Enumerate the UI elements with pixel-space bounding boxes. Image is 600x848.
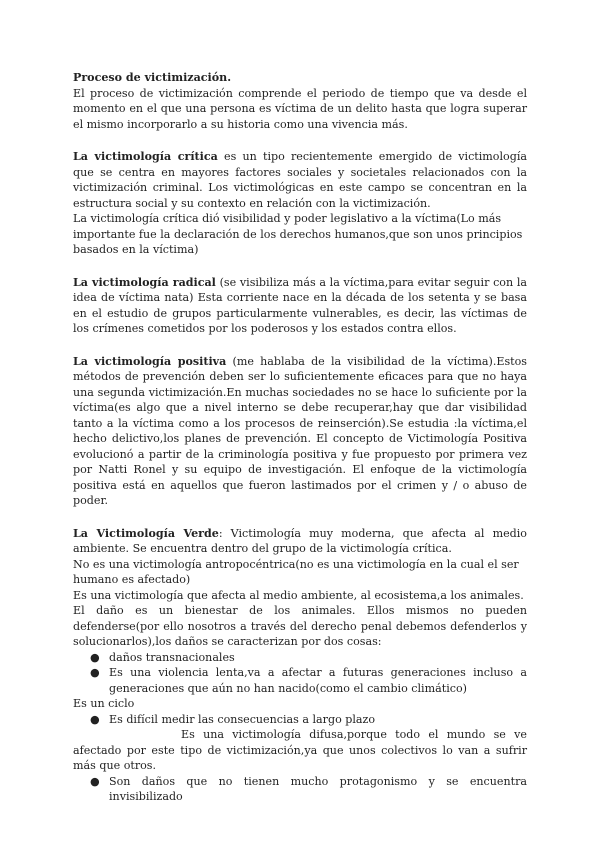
list-item-text: Son daños que no tienen mucho protagonismo y se encuentra invisibilizado — [109, 774, 527, 803]
radical-paragraph — [73, 275, 527, 337]
list-item — [73, 650, 527, 666]
radical-text: (se visibiliza más a la víctima,para evitar seguir con la idea de víctima nata) Esta corriente nace en la década de los setenta y se basa en el estudio de grupos particularmente vulnerables, es decir, las víctimas de los crímenes cometidos por los poderosos y los estados contra ellos. — [73, 275, 527, 335]
difusa-paragraph — [73, 727, 527, 774]
ciclo-line: Es un ciclo — [73, 697, 135, 710]
bullet-icon: ● — [90, 774, 100, 788]
bullet-list-3 — [73, 774, 527, 805]
list-item — [73, 712, 527, 728]
spacer — [73, 509, 527, 526]
critica-text: es un tipo recientemente emergido de victimología que se centra en mayores factores sociales y societales relacionados con la victimización criminal. Los victimológicas en este campo se concentran en la estructura social y su contexto en relación con la victimización. — [73, 150, 527, 210]
positiva-paragraph — [73, 354, 527, 509]
verde-line-3: Es una victimología que afecta al medio ambiente, al ecosistema,a los animales. — [73, 588, 524, 602]
verde-term: La Victimología Verde — [73, 526, 219, 540]
bullet-icon: ● — [90, 650, 100, 664]
critica-paragraph — [73, 149, 527, 211]
critica-term: La victimología crítica — [73, 150, 218, 163]
intro-title: Proceso de victimización. — [73, 71, 232, 84]
bullet-icon: ● — [90, 712, 100, 726]
bullet-list-2 — [73, 712, 527, 728]
list-item-text: daños transnacionales — [109, 650, 235, 664]
verde-paragraph — [73, 526, 527, 557]
bullet-icon: ● — [90, 666, 100, 679]
list-item — [73, 774, 527, 805]
list-item — [73, 665, 527, 696]
critica-paragraph-2: La victimología crítica dió visibilidad y poder legislativo a la víctima(Lo más importante fue la declaración de los derechos humanos,que son unos principios basados en la víctima) — [73, 212, 523, 256]
intro-paragraph: El proceso de victimización comprende el periodo de tiempo que va desde el momento en el que una persona es víctima de un delito hasta que logra superar el mismo incorporarlo a su historia como una vivencia más. — [73, 86, 527, 131]
list-item-text: Es una violencia lenta,va a afectar a futuras generaciones incluso a generaciones que aún no han nacido(como el cambio climático) — [109, 666, 527, 695]
bullet-list-1 — [73, 650, 527, 697]
spacer — [73, 258, 527, 275]
positiva-term: La victimología positiva — [73, 354, 227, 368]
verde-line-4: El daño es un bienestar de los animales. Ellos mismos no pueden defenderse(por ello nosotros a través del derecho penal debemos defenderlos y solucionarlos),los daños se caracterizan por dos cosas: — [73, 604, 527, 648]
positiva-text: (me hablaba de la visibilidad de la víctima).Estos métodos de prevención deben ser lo suficientemente eficaces para que no haya una segunda victimización.En muchas sociedades no se hace lo suficiente por la víctima(es algo que a nivel interno se debe recuperar,hay que dar visibilidad tanto a la víctima como a los procesos de reinserción).Se estudia :la víctima,el hecho delictivo,los planes de prevención. El concepto de Victimología Positiva evolucionó a partir de la criminología positiva y fue propuesto por primera vez por Natti Ronel y su equipo de investigación. El enfoque de la victimología positiva está en aquellos que fueron lastimados por el crimen y / o abuso de poder. — [73, 354, 527, 507]
verde-text: : Victimología muy moderna, que afecta al medio ambiente. Se encuentra dentro del grupo de la victimología crítica. — [73, 526, 527, 555]
list-item-text: Es difícil medir las consecuencias a largo plazo — [109, 712, 376, 726]
verde-line-2: No es una victimología antropocéntrica(no es una victimología en la cual el ser humano es afectado) — [73, 557, 519, 586]
difusa-text: Es una victimología difusa,porque todo el mundo se ve afectado por este tipo de victimización,ya que unos colectivos lo van a sufrir más que otros. — [73, 728, 527, 772]
spacer — [73, 337, 527, 354]
radical-term: La victimología radical — [73, 275, 216, 289]
spacer — [73, 132, 527, 149]
